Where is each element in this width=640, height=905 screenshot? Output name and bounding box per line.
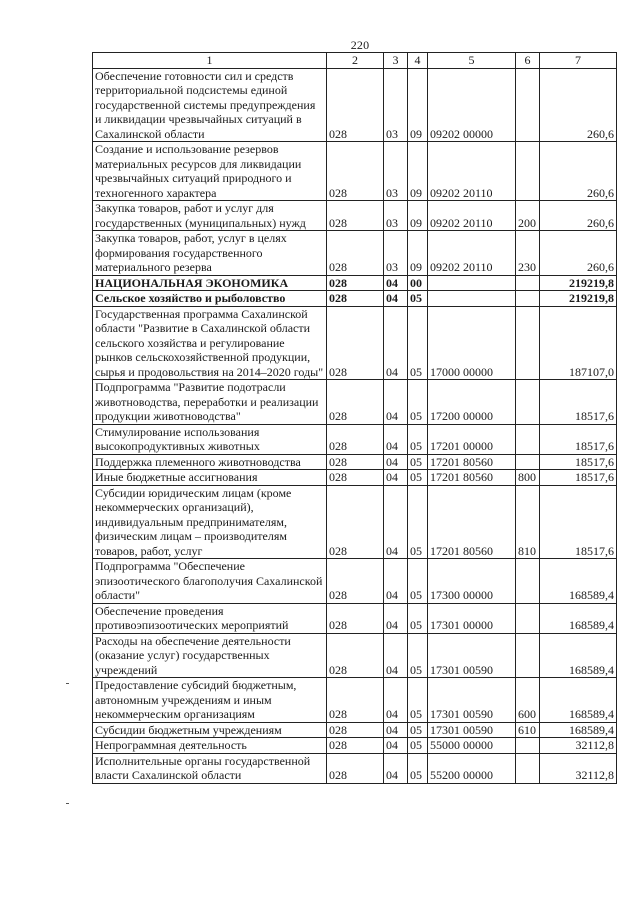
amount-cell: 219219,8 (540, 291, 617, 307)
ved-code-cell: 028 (327, 722, 384, 738)
section-code-cell: 04 (384, 454, 408, 470)
subsection-code-cell: 05 (408, 559, 428, 604)
subsection-code-cell: 09 (408, 231, 428, 276)
table-row (93, 454, 617, 470)
expense-type-cell (516, 633, 540, 678)
table-row (93, 722, 617, 738)
row-name-cell: Субсидии юридическим лицам (кроме некоммерческих организаций), индивидуальным предпринимателям, физическим лицам – производителям товаров, работ, услуг (93, 485, 327, 559)
subsection-code-cell: 05 (408, 485, 428, 559)
amount-cell: 187107,0 (540, 306, 617, 380)
section-code-cell: 04 (384, 275, 408, 291)
target-article-cell: 55200 00000 (428, 753, 516, 783)
expense-type-cell (516, 380, 540, 425)
header-cell: 6 (516, 53, 540, 69)
ved-code-cell: 028 (327, 291, 384, 307)
table-row (93, 678, 617, 723)
row-name-cell: Подпрограмма "Обеспечение эпизоотического благополучия Сахалинской области" (93, 559, 327, 604)
expense-type-cell: 200 (516, 201, 540, 231)
row-name-cell: Стимулирование использования высокопродуктивных животных (93, 424, 327, 454)
header-cell: 4 (408, 53, 428, 69)
table-row (93, 306, 617, 380)
amount-cell: 260,6 (540, 201, 617, 231)
expense-type-cell: 230 (516, 231, 540, 276)
subsection-code-cell: 09 (408, 201, 428, 231)
scan-speck (66, 683, 69, 684)
subsection-code-cell: 00 (408, 275, 428, 291)
header-cell: 3 (384, 53, 408, 69)
table-row (93, 142, 617, 201)
header-cell: 7 (540, 53, 617, 69)
ved-code-cell: 028 (327, 68, 384, 142)
target-article-cell: 17200 00000 (428, 380, 516, 425)
amount-cell: 168589,4 (540, 603, 617, 633)
amount-cell: 168589,4 (540, 633, 617, 678)
header-cell: 1 (93, 53, 327, 69)
target-article-cell: 09202 20110 (428, 201, 516, 231)
section-code-cell: 04 (384, 633, 408, 678)
target-article-cell: 17201 80560 (428, 485, 516, 559)
section-code-cell: 04 (384, 306, 408, 380)
ved-code-cell: 028 (327, 142, 384, 201)
page-number: 220 (350, 38, 370, 52)
table-row (93, 633, 617, 678)
expense-type-cell (516, 291, 540, 307)
row-name-cell: Сельское хозяйство и рыболовство (93, 291, 327, 307)
ved-code-cell: 028 (327, 201, 384, 231)
subsection-code-cell: 09 (408, 142, 428, 201)
amount-cell: 260,6 (540, 68, 617, 142)
section-code-cell: 04 (384, 380, 408, 425)
section-code-cell: 04 (384, 753, 408, 783)
scan-speck (66, 803, 69, 804)
subsection-code-cell: 05 (408, 470, 428, 486)
section-code-cell: 04 (384, 559, 408, 604)
row-name-cell: Субсидии бюджетным учреждениям (93, 722, 327, 738)
section-code-cell: 04 (384, 603, 408, 633)
row-name-cell: Непрограммная деятельность (93, 738, 327, 754)
table-row (93, 291, 617, 307)
row-name-cell: Государственная программа Сахалинской области "Развитие в Сахалинской области сельского хозяйства и регулирование рынков сельскохозяйственной продукции, сырья и продовольствия на 2014–2020 годы" (93, 306, 327, 380)
target-article-cell (428, 291, 516, 307)
section-code-cell: 04 (384, 485, 408, 559)
table-row (93, 470, 617, 486)
row-name-cell: Создание и использование резервов материальных ресурсов для ликвидации чрезвычайных ситуаций природного и техногенного характера (93, 142, 327, 201)
row-name-cell: Закупка товаров, работ, услуг в целях формирования государственного материального резерва (93, 231, 327, 276)
amount-cell: 168589,4 (540, 559, 617, 604)
amount-cell: 219219,8 (540, 275, 617, 291)
expense-type-cell (516, 454, 540, 470)
amount-cell: 18517,6 (540, 424, 617, 454)
subsection-code-cell: 05 (408, 454, 428, 470)
subsection-code-cell: 05 (408, 633, 428, 678)
section-code-cell: 04 (384, 678, 408, 723)
table-row (93, 485, 617, 559)
expense-type-cell (516, 753, 540, 783)
table-row (93, 275, 617, 291)
row-name-cell: Закупка товаров, работ и услуг для государственных (муниципальных) нужд (93, 201, 327, 231)
section-code-cell: 03 (384, 201, 408, 231)
subsection-code-cell: 05 (408, 380, 428, 425)
header-row (93, 53, 617, 69)
amount-cell: 168589,4 (540, 722, 617, 738)
section-code-cell: 03 (384, 68, 408, 142)
expense-type-cell (516, 424, 540, 454)
table-row (93, 559, 617, 604)
expense-type-cell: 610 (516, 722, 540, 738)
ved-code-cell: 028 (327, 470, 384, 486)
row-name-cell: Подпрограмма "Развитие подотрасли животноводства, переработки и реализации продукции животноводства" (93, 380, 327, 425)
ved-code-cell: 028 (327, 738, 384, 754)
target-article-cell: 17301 00590 (428, 633, 516, 678)
expense-type-cell (516, 738, 540, 754)
header-cell: 2 (327, 53, 384, 69)
amount-cell: 18517,6 (540, 470, 617, 486)
ved-code-cell: 028 (327, 485, 384, 559)
ved-code-cell: 028 (327, 678, 384, 723)
table-row (93, 380, 617, 425)
expense-type-cell: 600 (516, 678, 540, 723)
subsection-code-cell: 05 (408, 603, 428, 633)
expense-type-cell (516, 559, 540, 604)
target-article-cell: 55000 00000 (428, 738, 516, 754)
target-article-cell: 17301 00590 (428, 678, 516, 723)
budget-table (92, 52, 617, 784)
section-code-cell: 04 (384, 470, 408, 486)
amount-cell: 32112,8 (540, 738, 617, 754)
expense-type-cell (516, 275, 540, 291)
target-article-cell: 17201 80560 (428, 470, 516, 486)
ved-code-cell: 028 (327, 454, 384, 470)
section-code-cell: 03 (384, 142, 408, 201)
header-cell: 5 (428, 53, 516, 69)
table-row (93, 201, 617, 231)
amount-cell: 260,6 (540, 231, 617, 276)
section-code-cell: 04 (384, 722, 408, 738)
row-name-cell: НАЦИОНАЛЬНАЯ ЭКОНОМИКА (93, 275, 327, 291)
row-name-cell: Обеспечение проведения противоэпизоотических мероприятий (93, 603, 327, 633)
table-row (93, 738, 617, 754)
row-name-cell: Расходы на обеспечение деятельности (оказание услуг) государственных учреждений (93, 633, 327, 678)
table-row (93, 424, 617, 454)
table-row (93, 68, 617, 142)
expense-type-cell (516, 142, 540, 201)
section-code-cell: 04 (384, 424, 408, 454)
subsection-code-cell: 05 (408, 678, 428, 723)
amount-cell: 260,6 (540, 142, 617, 201)
ved-code-cell: 028 (327, 231, 384, 276)
amount-cell: 18517,6 (540, 485, 617, 559)
target-article-cell: 17201 00000 (428, 424, 516, 454)
target-article-cell: 17201 80560 (428, 454, 516, 470)
row-name-cell: Иные бюджетные ассигнования (93, 470, 327, 486)
ved-code-cell: 028 (327, 424, 384, 454)
target-article-cell: 17000 00000 (428, 306, 516, 380)
amount-cell: 168589,4 (540, 678, 617, 723)
amount-cell: 18517,6 (540, 454, 617, 470)
subsection-code-cell: 05 (408, 753, 428, 783)
target-article-cell: 09202 20110 (428, 231, 516, 276)
ved-code-cell: 028 (327, 603, 384, 633)
ved-code-cell: 028 (327, 380, 384, 425)
table-row (93, 753, 617, 783)
amount-cell: 32112,8 (540, 753, 617, 783)
target-article-cell: 09202 00000 (428, 68, 516, 142)
subsection-code-cell: 05 (408, 424, 428, 454)
ved-code-cell: 028 (327, 753, 384, 783)
target-article-cell: 17300 00000 (428, 559, 516, 604)
subsection-code-cell: 05 (408, 738, 428, 754)
subsection-code-cell: 09 (408, 68, 428, 142)
section-code-cell: 03 (384, 231, 408, 276)
row-name-cell: Поддержка племенного животноводства (93, 454, 327, 470)
ved-code-cell: 028 (327, 275, 384, 291)
ved-code-cell: 028 (327, 559, 384, 604)
ved-code-cell: 028 (327, 633, 384, 678)
row-name-cell: Предоставление субсидий бюджетным, автономным учреждениям и иным некоммерческим организациям (93, 678, 327, 723)
expense-type-cell (516, 306, 540, 380)
row-name-cell: Исполнительные органы государственной власти Сахалинской области (93, 753, 327, 783)
expense-type-cell: 800 (516, 470, 540, 486)
target-article-cell: 09202 20110 (428, 142, 516, 201)
expense-type-cell (516, 68, 540, 142)
expense-type-cell (516, 603, 540, 633)
target-article-cell (428, 275, 516, 291)
table-row (93, 603, 617, 633)
section-code-cell: 04 (384, 738, 408, 754)
ved-code-cell: 028 (327, 306, 384, 380)
table-row (93, 231, 617, 276)
subsection-code-cell: 05 (408, 306, 428, 380)
expense-type-cell: 810 (516, 485, 540, 559)
subsection-code-cell: 05 (408, 722, 428, 738)
amount-cell: 18517,6 (540, 380, 617, 425)
section-code-cell: 04 (384, 291, 408, 307)
target-article-cell: 17301 00590 (428, 722, 516, 738)
target-article-cell: 17301 00000 (428, 603, 516, 633)
row-name-cell: Обеспечение готовности сил и средств территориальной подсистемы единой государственной системы предупреждения и ликвидации чрезвычайных ситуаций в Сахалинской области (93, 68, 327, 142)
subsection-code-cell: 05 (408, 291, 428, 307)
